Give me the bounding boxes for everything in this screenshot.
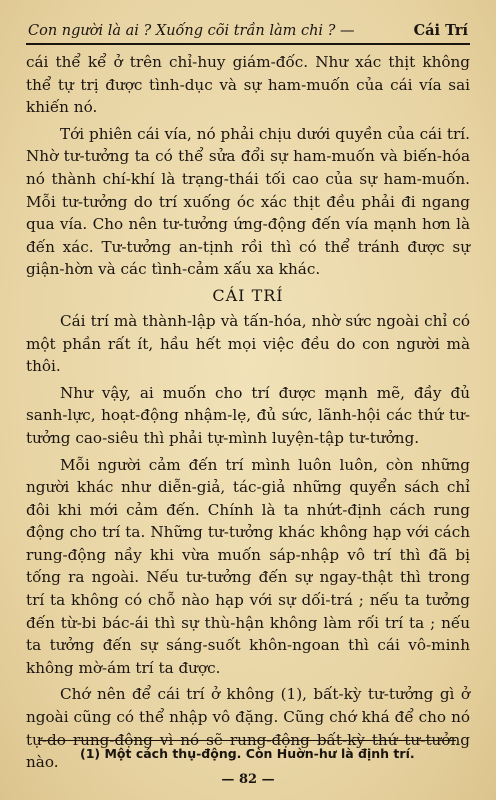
header-title: Con người là ai ? Xuống cõi trần làm chi ? — (28, 23, 355, 39)
paragraph: Tới phiên cái vía, nó phải chịu dưới quyền của cái trí. Nhờ tư-tưởng ta có thể sửa đổi sự ham-muốn và biến-hóa nó thành chí-khí là trạng-thái tối cao của sự ham-muốn. Mỗi tư-tưởng do trí xuống óc xác thịt đều phải đi ngang qua vía. Cho nên tư-tưởng ứng-động đến vía mạnh hơn là đến xác. Tư-tưởng an-tịnh rồi thì có thể tránh được sự giận-hờn và các tình-cảm xấu xa khác. (26, 124, 470, 279)
page-number: — 82 — (221, 772, 275, 787)
page-body (26, 51, 470, 774)
paragraph: Mỗi người cảm đến trí mình luôn luôn, còn những người khác như diễn-giả, tác-giả những quyển sách chỉ đôi khi mới cảm đến. Chính là ta nhứt-định cách rung động cho trí ta. Những tư-tưởng khác không hạp với cách rung-động nầy khi vừa muốn sáp-nhập vô trí thì đã bị tống ra ngoài. Nếu tư-tưởng đến sự ngay-thật thì trong trí ta không có chỗ nào hạp với sự dối-trá ; nếu ta tưởng đến từ-bi bác-ái thì sự thù-hận không làm rối trí ta ; nếu ta tưởng đến sự sáng-suốt khôn-ngoan thì cái vô-minh không mờ-ám trí ta được. (26, 455, 470, 677)
running-header (26, 22, 470, 45)
paragraph: Cái trí mà thành-lập và tấn-hóa, nhờ sức ngoài chỉ có một phần rất ít, hầu hết mọi việc đều do con người mà thôi. (26, 311, 470, 376)
paragraph: Như vậy, ai muốn cho trí được mạnh mẽ, đầy đủ sanh-lực, hoạt-động nhậm-lẹ, đủ sức, lãnh-hội các thứ tư-tưởng cao-siêu thì phải tự-mình luyện-tập tư-tưởng. (26, 383, 470, 447)
paragraph: Chớ nên để cái trí ở không (1), bất-kỳ tư-tưởng gì ở ngoài cũng có thể nhập vô đặng. Cũng chớ khá để cho nó tự-do rung-động vì nó sẽ rung-động bất-kỳ thứ tư-tưởng nào. (26, 685, 470, 772)
footnote: (1) Một cách thụ-động. Còn Huờn-hư là định trí. (80, 746, 415, 761)
paragraph-continued: cái thể kể ở trên chỉ-huy giám-đốc. Như xác thịt không thể tự trị được tình-dục và sự ham-muốn của cái vía sai khiến nó. (26, 53, 470, 117)
header-chapter: Cái Trí (413, 22, 468, 39)
section-title: CÁI TRÍ (212, 285, 284, 305)
footnote-divider (38, 740, 456, 741)
